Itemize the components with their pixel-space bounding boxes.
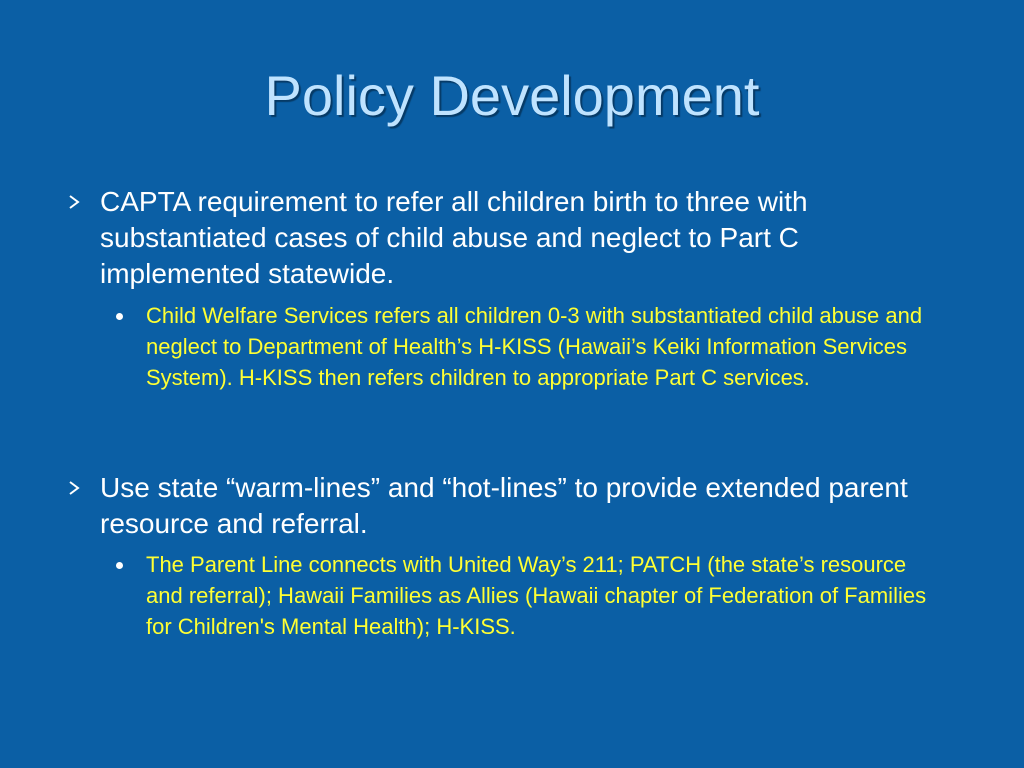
sub-bullet-parent-line [146, 549, 946, 642]
chevron-right-icon [66, 479, 82, 497]
bullet-text: Use state “warm-lines” and “hot-lines” to provide extended parent resource and referral. [100, 472, 908, 539]
dot-icon [116, 562, 123, 569]
chevron-right-icon [66, 193, 82, 211]
slide-title: Policy Development [264, 64, 760, 127]
sub-bullet-text: Child Welfare Services refers all children 0-3 with substantiated child abuse and neglect to Department of Health’s H-KISS (Hawaii’s Keiki Information Services System). H-KISS then refers children to appropriate Part C services. [146, 303, 923, 390]
bullet-capta [100, 184, 940, 292]
sub-bullet-child-welfare [146, 300, 946, 393]
bullet-text: CAPTA requirement to refer all children birth to three with substantiated cases of child abuse and neglect to Part C implemented statewide. [100, 186, 808, 289]
sub-bullet-text: The Parent Line connects with United Way’s 211; PATCH (the state’s resource and referral); Hawaii Families as Allies (Hawaii chapter of Federation of Families for Children's Mental Health); H-KISS. [146, 552, 927, 639]
dot-icon [116, 313, 123, 320]
bullet-warm-lines [100, 470, 940, 542]
